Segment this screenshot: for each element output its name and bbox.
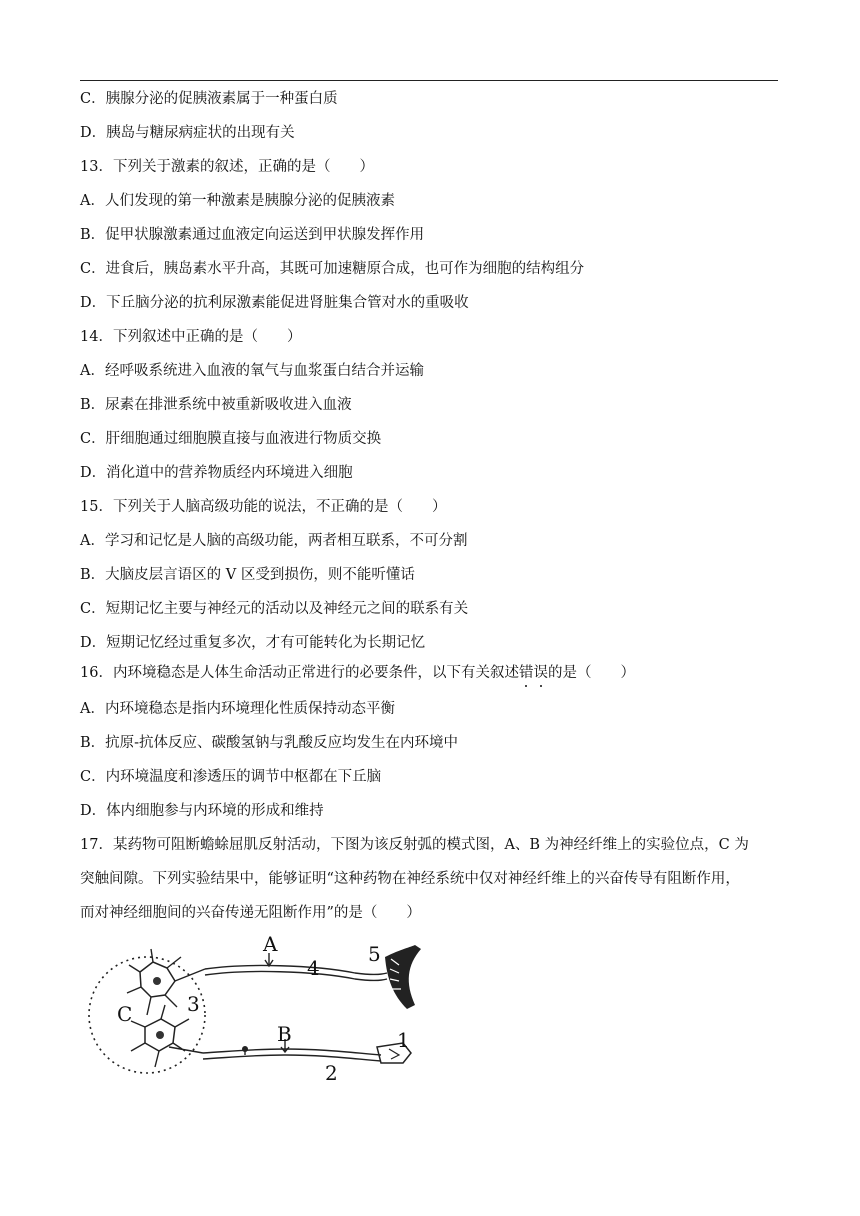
label-3: 3 (187, 992, 200, 1016)
lower-neuron-nucleus (156, 1031, 164, 1039)
option-15a: A．学习和记忆是人脑的高级功能，两者相互联系，不可分割 (80, 533, 468, 549)
afferent-fiber-top (203, 1049, 381, 1055)
question-16-tail: 的是（ ） (547, 665, 635, 681)
option-12d: D．胰岛与糖尿病症状的出现有关 (80, 125, 295, 141)
question-17-line-2: 突触间隙。下列实验结果中，能够证明“这种药物在神经系统中仅对神经纤维上的兴奋传导有阻断作用， (80, 871, 740, 887)
option-15b: B．大脑皮层言语区的 V 区受到损伤，则不能听懂话 (80, 567, 415, 583)
label-1: 1 (397, 1028, 410, 1052)
option-14d: D．消化道中的营养物质经内环境进入细胞 (80, 465, 353, 481)
option-13b: B．促甲状腺激素通过血液定向运送到甲状腺发挥作用 (80, 227, 425, 243)
efferent-fiber-bottom (205, 972, 387, 981)
header-rule (80, 80, 778, 81)
option-12c: C．胰腺分泌的促胰液素属于一种蛋白质 (80, 91, 338, 107)
reflex-arc-diagram (85, 935, 430, 1095)
option-14c: C．肝细胞通过细胞膜直接与血液进行物质交换 (80, 431, 382, 447)
afferent-fiber-bottom (203, 1055, 381, 1061)
option-16c: C．内环境温度和渗透压的调节中枢都在下丘脑 (80, 769, 382, 785)
option-13a: A．人们发现的第一种激素是胰腺分泌的促胰液素 (80, 193, 395, 209)
question-13: 13．下列关于激素的叙述，正确的是（ ） (80, 159, 374, 175)
label-b: B (277, 1022, 292, 1046)
option-14a: A．经呼吸系统进入血液的氧气与血浆蛋白结合并运输 (80, 363, 424, 379)
option-14b: B．尿素在排泄系统中被重新吸收进入血液 (80, 397, 352, 413)
question-15: 15．下列关于人脑高级功能的说法，不正确的是（ ） (80, 499, 447, 515)
option-16a: A．内环境稳态是指内环境理化性质保持动态平衡 (80, 701, 395, 717)
question-17-line-3: 而对神经细胞间的兴奋传递无阻断作用”的是（ ） (80, 905, 421, 921)
option-15c: C．短期记忆主要与神经元的活动以及神经元之间的联系有关 (80, 601, 469, 617)
option-13d: D．下丘脑分泌的抗利尿激素能促进肾脏集合管对水的重吸收 (80, 295, 469, 311)
label-2: 2 (325, 1061, 338, 1085)
efferent-fiber-top (205, 966, 387, 975)
option-13c: C．进食后，胰岛素水平升高，其既可加速糖原合成，也可作为细胞的结构组分 (80, 261, 585, 277)
option-16b: B．抗原-抗体反应、碳酸氢钠与乳酸反应均发生在内环境中 (80, 735, 459, 751)
emphasis-char-2: 误 (533, 665, 548, 681)
question-16-text: 16．内环境稳态是人体生命活动正常进行的必要条件，以下有关叙述 (80, 665, 519, 681)
emphasis-char-1: 错 (518, 665, 534, 681)
question-14: 14．下列叙述中正确的是（ ） (80, 329, 302, 345)
effector-muscle (385, 945, 421, 1009)
upper-neuron-nucleus (153, 977, 161, 985)
label-a: A (263, 935, 278, 956)
question-16 (80, 663, 780, 683)
label-4: 4 (307, 956, 320, 980)
label-c: C (117, 1002, 133, 1026)
question-17-line-1: 17．某药物可阻断蟾蜍屈肌反射活动，下图为该反射弧的模式图，A、B 为神经纤维上的实验位点，C 为 (80, 837, 749, 853)
option-16d: D．体内细胞参与内环境的形成和维持 (80, 803, 324, 819)
label-5: 5 (368, 942, 381, 966)
option-15d: D．短期记忆经过重复多次，才有可能转化为长期记忆 (80, 635, 426, 651)
